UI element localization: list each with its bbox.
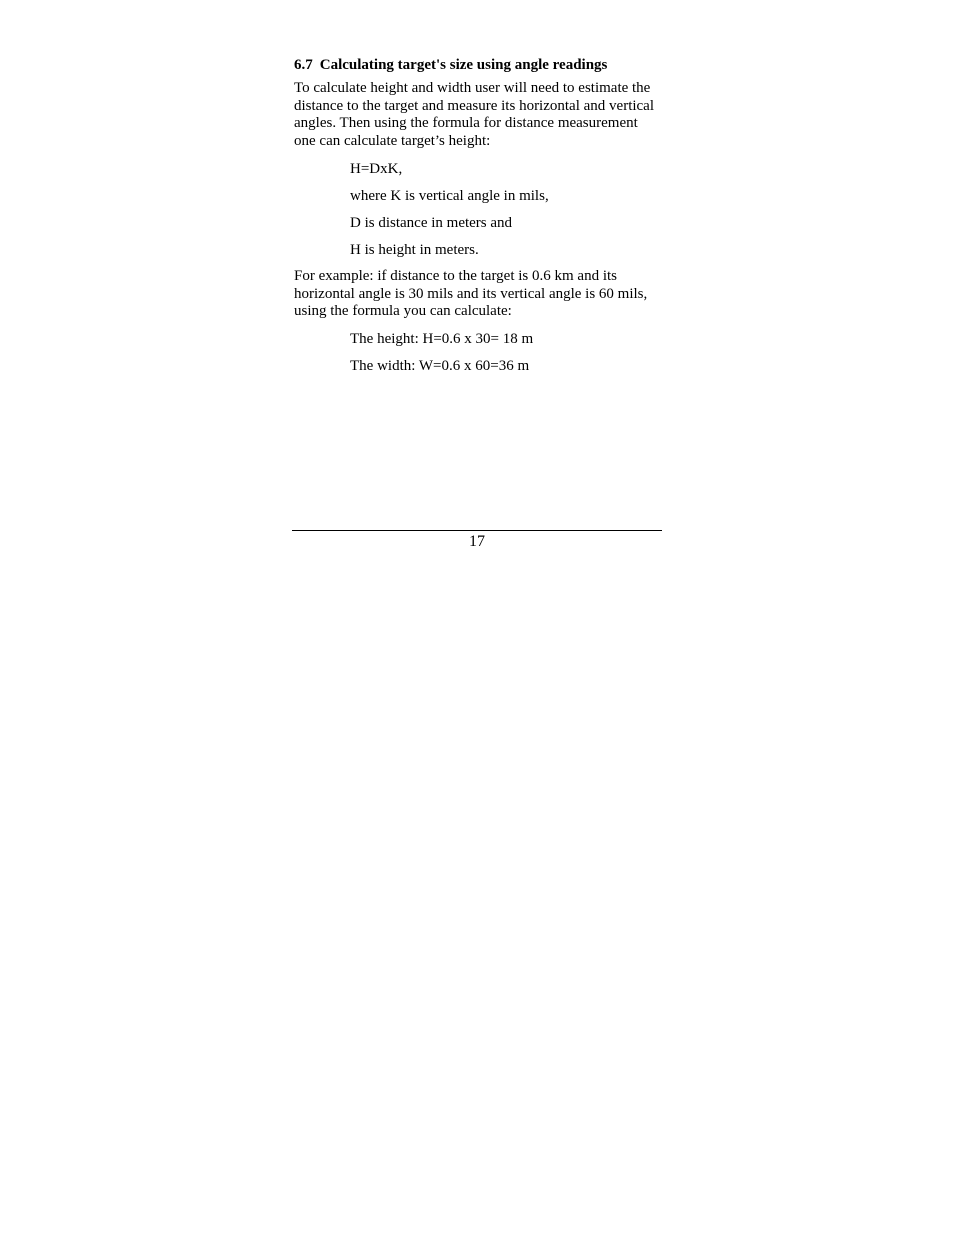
formula-definition-k: where K is vertical angle in mils, [350,187,549,204]
example-result-width: The width: W=0.6 x 60=36 m [350,357,530,374]
formula-equation: H=DxK, [350,160,403,177]
section-number: 6.7 [294,57,313,73]
formula-definition-h: H is height in meters. [350,241,479,258]
page-number: 17 [469,533,485,550]
page-content [294,56,656,384]
section-title: Calculating target's size using angle readings [319,57,608,73]
formula-definition-d: D is distance in meters and [350,214,513,231]
footer-divider [292,530,662,531]
section-heading [294,56,656,74]
example-paragraph: For example: if distance to the target is 0.6 km and its horizontal angle is 30 mils and its vertical angle is 60 mils, using the formula you can calculate: [294,267,648,320]
intro-paragraph: To calculate height and width user will need to estimate the distance to the target and measure its horizontal and vertical angles. Then using the formula for distance measurement one can calculate target’s height: [294,80,655,150]
example-result-height: The height: H=0.6 x 30= 18 m [350,330,534,347]
